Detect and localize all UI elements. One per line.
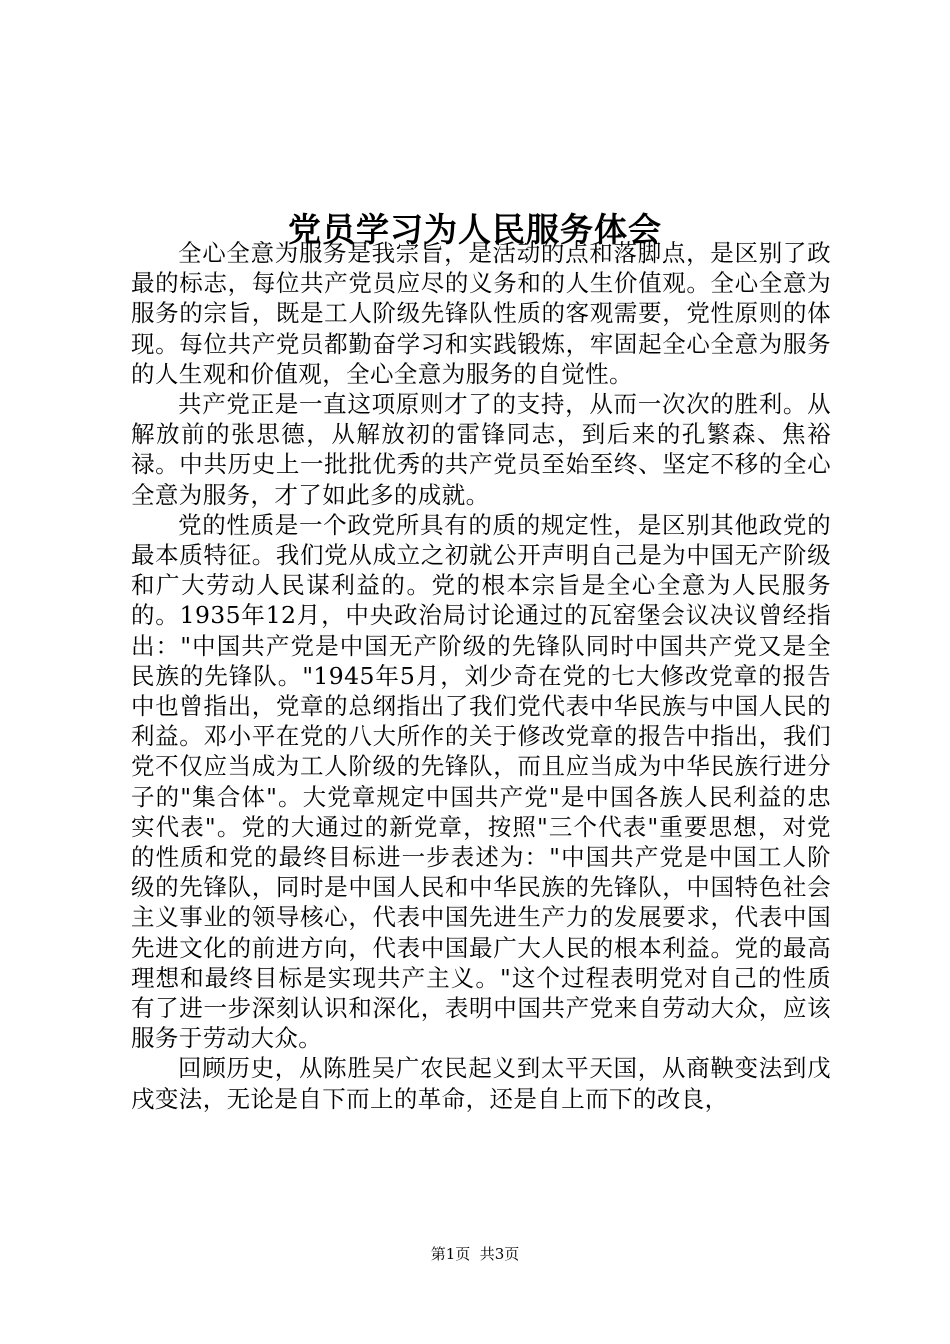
paragraph-2: 共产党正是一直这项原则才了的支持，从而一次次的胜利。从解放前的张思德，从解放初的雷锋同志，到后来的孔繁森、焦裕禄。中共历史上一批批优秀的共产党员至始至终、坚定不移的全心全意为服务，才了如此多的成就。 [131, 390, 831, 509]
document-title: 党员学习为人民服务体会 [288, 210, 662, 250]
paragraph-1: 全心全意为服务是我宗旨，是活动的点和落脚点，是区别了政最的标志，每位共产党员应尽的义务和的人生价值观。全心全意为服务的宗旨，既是工人阶级先锋队性质的客观需要，党性原则的体现。每位共产党员都勤奋学习和实践锻炼，牢固起全心全意为服务的人生观和价值观，全心全意为服务的自觉性。 [131, 239, 831, 388]
paragraph-3: 党的性质是一个政党所具有的质的规定性，是区别其他政党的最本质特征。我们党从成立之初就公开声明自己是为中国无产阶级和广大劳动人民谋利益的。党的根本宗旨是全心全意为人民服务的。1935年12月，中央政治局讨论通过的瓦窑堡会议决议曾经指出："中国共产党是中国无产阶级的先锋队同时中国共产党又是全民族的先锋队。"1945年5月，刘少奇在党的七大修改党章的报告中也曾指出，党章的总纲指出了我们党代表中华民族与中国人民的利益。邓小平在党的八大所作的关于修改党章的报告中指出，我们党不仅应当成为工人阶级的先锋队，而且应当成为中华民族行进分子的"集合体"。大党章规定中国共产党"是中国各族人民利益的忠实代表"。党的大通过的新党章，按照"三个代表"重要思想，对党的性质和党的最终目标进一步表述为："中国共产党是中国工人阶级的先锋队，同时是中国人民和中华民族的先锋队，中国特色社会主义事业的领导核心，代表中国先进生产力的发展要求，代表中国先进文化的前进方向，代表中国最广大人民的根本利益。党的最高理想和最终目标是实现共产主义。"这个过程表明党对自己的性质有了进一步深刻认识和深化，表明中国共产党来自劳动大众，应该服务于劳动大众。 [131, 510, 831, 1053]
page-number-footer: 第1页 共3页 [430, 1245, 520, 1263]
paragraph-4: 回顾历史，从陈胜吴广农民起义到太平天国，从商鞅变法到戊戌变法，无论是自下而上的革命，还是自上而下的改良， [131, 1054, 831, 1113]
document-body [131, 238, 831, 1114]
